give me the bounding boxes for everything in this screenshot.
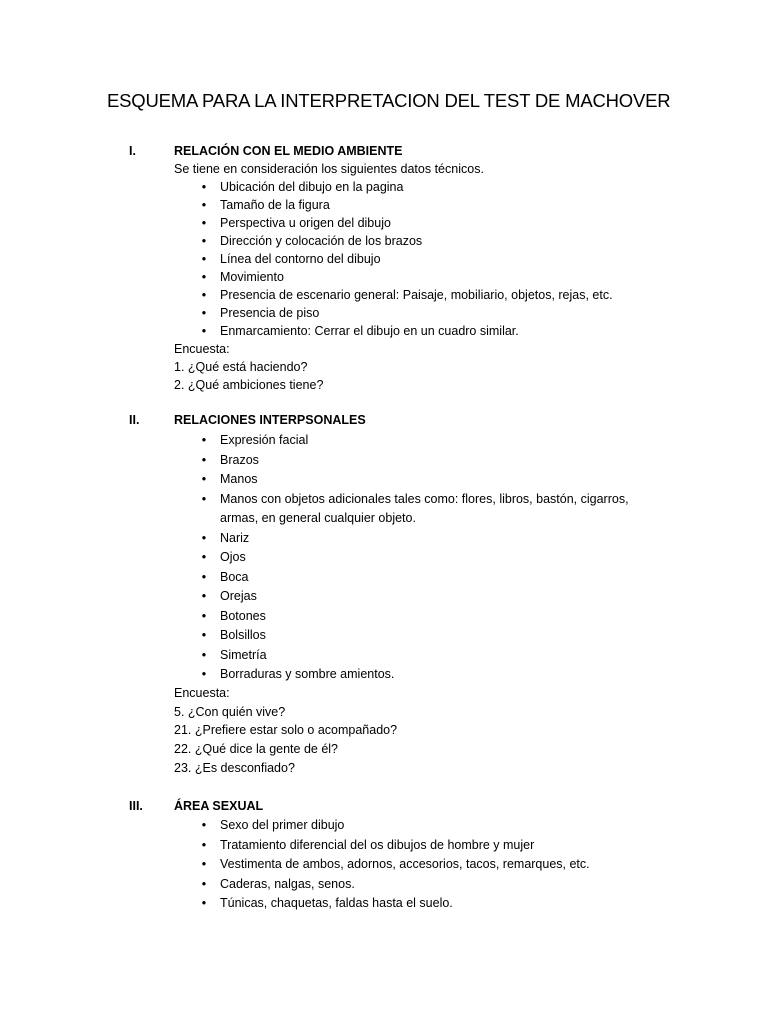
survey-label: Encuesta:: [174, 686, 230, 700]
bullet-icon: •: [201, 252, 207, 266]
list-item: • Enmarcamiento: Cerrar el dibujo en un cuadro similar.: [0, 322, 768, 340]
list-item: • Movimiento: [0, 268, 768, 286]
list-item: • Sexo del primer dibujo: [0, 816, 768, 836]
list-item: • Bolsillos: [0, 626, 768, 646]
section-heading: RELACIONES INTERPSONALES: [174, 413, 366, 427]
list-item: • Presencia de piso: [0, 304, 768, 322]
section-number: III.: [129, 799, 143, 813]
bullet-icon: •: [201, 608, 207, 623]
bullet-list: [0, 178, 768, 340]
list-item: • Botones: [0, 607, 768, 627]
bullet-icon: •: [201, 569, 207, 584]
bullet-icon: •: [201, 589, 207, 603]
bullet-icon: •: [201, 491, 207, 506]
list-item: • Túnicas, chaquetas, faldas hasta el suelo.: [0, 894, 768, 914]
bullet-icon: •: [201, 896, 207, 910]
list-item: • Simetría: [0, 646, 768, 666]
bullet-icon: •: [201, 234, 207, 248]
survey-question: 5. ¿Con quién vive?: [174, 705, 286, 719]
bullet-icon: •: [201, 472, 207, 486]
bullet-icon: •: [201, 433, 207, 447]
survey-question: 1. ¿Qué está haciendo?: [174, 360, 308, 374]
section-heading: RELACIÓN CON EL MEDIO AMBIENTE: [174, 144, 403, 158]
bullet-icon: •: [201, 198, 207, 212]
list-item: • Dirección y colocación de los brazos: [0, 232, 768, 250]
bullet-icon: •: [201, 647, 207, 662]
bullet-list: [0, 431, 768, 685]
list-item: • Vestimenta de ambos, adornos, accesorios, tacos, remarques, etc.: [0, 855, 768, 875]
bullet-icon: •: [201, 270, 207, 284]
list-item-continuation: armas, en general cualquier objeto.: [220, 511, 416, 525]
bullet-icon: •: [201, 876, 207, 891]
bullet-icon: •: [201, 667, 207, 681]
list-item: • Boca: [0, 568, 768, 588]
section-heading: ÁREA SEXUAL: [174, 799, 264, 813]
survey-label: Encuesta:: [174, 342, 230, 356]
list-item: • Ojos: [0, 548, 768, 568]
list-item: • Perspectiva u origen del dibujo: [0, 214, 768, 232]
list-item: • Línea del contorno del dibujo: [0, 250, 768, 268]
list-item: • Expresión facial: [0, 431, 768, 451]
list-item: • Manos: [0, 470, 768, 490]
list-item: • Tratamiento diferencial del os dibujos de hombre y mujer: [0, 836, 768, 856]
bullet-icon: •: [201, 180, 207, 194]
bullet-icon: •: [201, 288, 207, 302]
section-number: I.: [129, 144, 136, 158]
list-item: • Borraduras y sombre amientos.: [0, 665, 768, 685]
bullet-list: [0, 816, 768, 914]
list-item: • Nariz: [0, 529, 768, 549]
bullet-icon: •: [201, 452, 207, 467]
bullet-icon: •: [201, 857, 207, 871]
survey-question: 21. ¿Prefiere estar solo o acompañado?: [174, 723, 398, 737]
bullet-icon: •: [201, 628, 207, 642]
bullet-icon: •: [201, 306, 207, 320]
survey-question: 22. ¿Qué dice la gente de él?: [174, 742, 339, 756]
bullet-icon: •: [201, 324, 207, 338]
list-item: • Presencia de escenario general: Paisaje, mobiliario, objetos, rejas, etc.: [0, 286, 768, 304]
section-intro: Se tiene en consideración los siguientes datos técnicos.: [174, 162, 484, 176]
section-number: II.: [129, 413, 140, 427]
bullet-icon: •: [201, 530, 207, 545]
survey-question: 2. ¿Qué ambiciones tiene?: [174, 378, 324, 392]
bullet-icon: •: [201, 818, 207, 832]
bullet-icon: •: [201, 216, 207, 230]
list-item: • Orejas: [0, 587, 768, 607]
bullet-icon: •: [201, 550, 207, 564]
survey-question: 23. ¿Es desconfiado?: [174, 761, 295, 775]
list-item: • Ubicación del dibujo en la pagina: [0, 178, 768, 196]
list-item: • Brazos: [0, 451, 768, 471]
list-item: • Caderas, nalgas, senos.: [0, 875, 768, 895]
list-item: • Manos con objetos adicionales tales como: flores, libros, bastón, cigarros, armas, en general cualquier objeto.: [0, 490, 768, 529]
bullet-icon: •: [201, 837, 207, 852]
document-title: ESQUEMA PARA LA INTERPRETACION DEL TEST DE MACHOVER: [107, 90, 671, 111]
list-item: • Tamaño de la figura: [0, 196, 768, 214]
